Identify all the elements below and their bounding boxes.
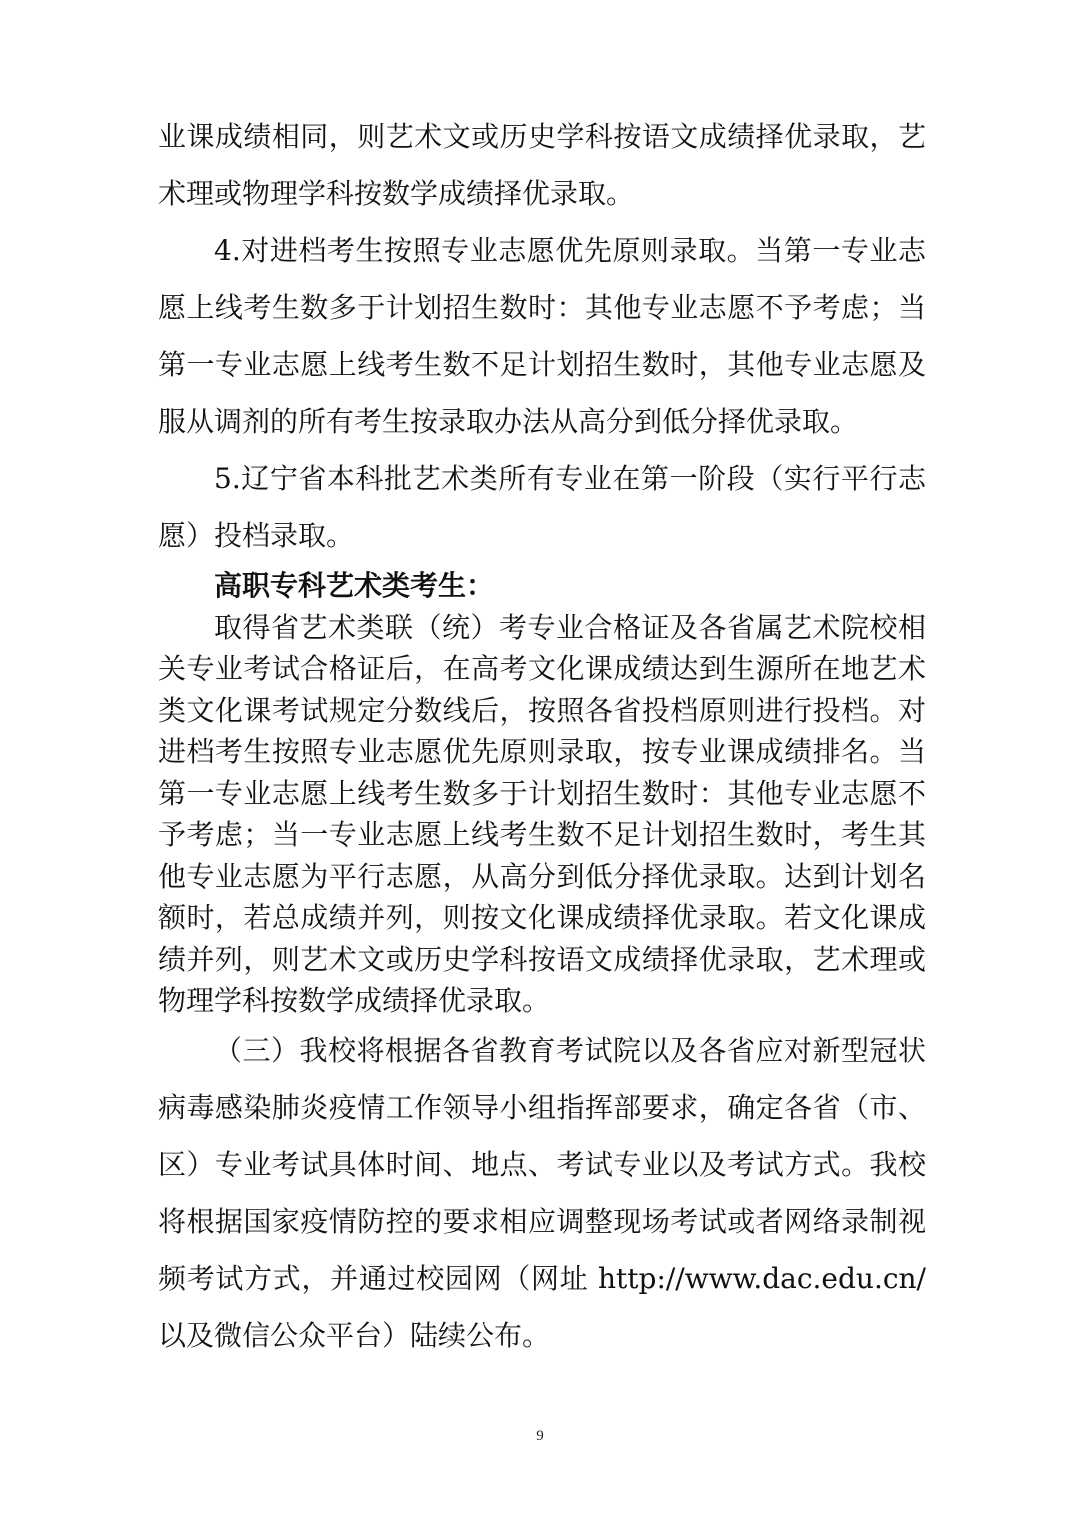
page-number: 9 xyxy=(536,1428,544,1444)
paragraph-5: （三）我校将根据各省教育考试院以及各省应对新型冠状病毒感染肺炎疫情工作领导小组指挥部要求，确定各省（市、区）专业考试具体时间、地点、考试专业以及考试方式。我校将根据国家疫情防控的要求相应调整现场考试或者网络录制视频考试方式，并通过校园网（网址 http://www.dac.edu.cn/以及微信公众平台）陆续公布。 xyxy=(158,1033,926,1352)
document-body xyxy=(158,108,926,1364)
paragraph-4: 取得省艺术类联（统）考专业合格证及各省属艺术院校相关专业考试合格证后，在高考文化课成绩达到生源所在地艺术类文化课考试规定分数线后，按照各省投档原则进行投档。对进档考生按照专业志愿优先原则录取，按专业课成绩排名。当第一专业志愿上线考生数多于计划招生数时：其他专业志愿不予考虑；当一专业志愿上线考生数不足计划招生数时，考生其他专业志愿为平行志愿，从高分到低分择优录取。达到计划名额时，若总成绩并列，则按文化课成绩择优录取。若文化课成绩并列，则艺术文或历史学科按语文成绩择优录取，艺术理或物理学科按数学成绩择优录取。 xyxy=(158,610,926,1017)
paragraph-3: 5.辽宁省本科批艺术类所有专业在第一阶段（实行平行志愿）投档录取。 xyxy=(158,462,926,552)
paragraph-1: 业课成绩相同，则艺术文或历史学科按语文成绩择优录取，艺术理或物理学科按数学成绩择优录取。 xyxy=(158,120,926,210)
section-heading: 高职专科艺术类考生： xyxy=(214,569,495,602)
paragraph-2: 4.对进档考生按照专业志愿优先原则录取。当第一专业志愿上线考生数多于计划招生数时：其他专业志愿不予考虑；当第一专业志愿上线考生数不足计划招生数时，其他专业志愿及服从调剂的所有考生按录取办法从高分到低分择优录取。 xyxy=(158,234,926,438)
